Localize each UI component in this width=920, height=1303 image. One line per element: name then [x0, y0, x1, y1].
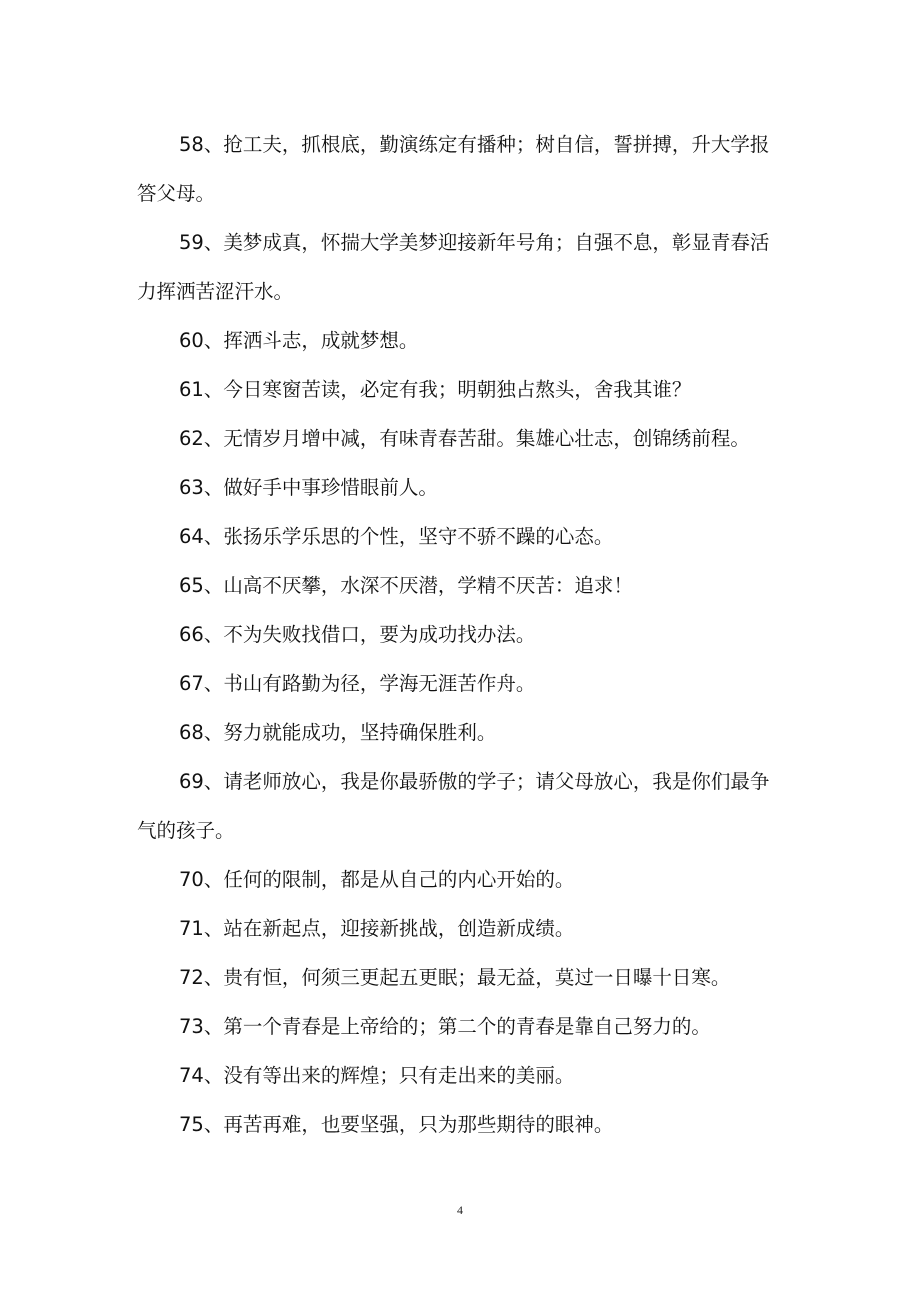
- item-number: 75: [179, 1113, 204, 1136]
- item-text: 、美梦成真，怀揣大学美梦迎接新年号角；自强不息，彰显青春活力挥洒苦涩汗水。: [137, 231, 770, 303]
- list-item: [137, 316, 777, 365]
- page-number: 4: [457, 1203, 463, 1217]
- list-item: [137, 414, 777, 463]
- slogan-list: [137, 120, 777, 1149]
- list-item: [137, 1002, 777, 1051]
- list-item: [137, 218, 777, 316]
- item-number: 72: [179, 966, 204, 989]
- item-text: 、做好手中事珍惜眼前人。: [203, 476, 438, 499]
- item-number: 68: [179, 721, 204, 744]
- item-text: 、贵有恒，何须三更起五更眠；最无益，莫过一日曝十日寒。: [203, 966, 731, 989]
- item-number: 61: [179, 378, 204, 401]
- item-number: 69: [179, 770, 204, 793]
- item-text: 、任何的限制，都是从自己的内心开始的。: [203, 868, 575, 891]
- item-text: 、没有等出来的辉煌；只有走出来的美丽。: [203, 1064, 575, 1087]
- item-text: 、站在新起点，迎接新挑战，创造新成绩。: [203, 917, 575, 940]
- item-number: 59: [179, 231, 204, 254]
- list-item: [137, 953, 777, 1002]
- list-item: [137, 1051, 777, 1100]
- item-text: 、请老师放心，我是你最骄傲的学子；请父母放心，我是你们最争气的孩子。: [137, 770, 770, 842]
- list-item: [137, 463, 777, 512]
- item-text: 、书山有路勤为径，学海无涯苦作舟。: [203, 672, 536, 695]
- item-number: 70: [179, 868, 204, 891]
- item-text: 、努力就能成功，坚持确保胜利。: [203, 721, 497, 744]
- list-item: [137, 708, 777, 757]
- list-item: [137, 904, 777, 953]
- item-text: 、今日寒窗苦读，必定有我；明朝独占熬头，舍我其谁？: [203, 378, 692, 401]
- item-number: 73: [179, 1015, 204, 1038]
- item-text: 、第一个青春是上帝给的；第二个的青春是靠自己努力的。: [203, 1015, 711, 1038]
- item-number: 71: [179, 917, 204, 940]
- list-item: [137, 512, 777, 561]
- item-number: 66: [179, 623, 204, 646]
- item-text: 、山高不厌攀，水深不厌潜，学精不厌苦：追求！: [203, 574, 633, 597]
- item-text: 、再苦再难，也要坚强，只为那些期待的眼神。: [203, 1113, 614, 1136]
- item-text: 、不为失败找借口，要为成功找办法。: [203, 623, 536, 646]
- list-item: [137, 757, 777, 855]
- item-number: 60: [179, 329, 204, 352]
- item-number: 74: [179, 1064, 204, 1087]
- list-item: [137, 659, 777, 708]
- item-number: 62: [179, 427, 204, 450]
- item-number: 67: [179, 672, 204, 695]
- list-item: [137, 1100, 777, 1149]
- list-item: [137, 561, 777, 610]
- item-number: 65: [179, 574, 204, 597]
- item-text: 、抢工夫，抓根底，勤演练定有播种；树自信，誓拼搏，升大学报答父母。: [137, 133, 770, 205]
- item-text: 、张扬乐学乐思的个性，坚守不骄不躁的心态。: [203, 525, 614, 548]
- item-number: 63: [179, 476, 204, 499]
- item-number: 64: [179, 525, 204, 548]
- item-text: 、挥洒斗志，成就梦想。: [203, 329, 419, 352]
- list-item: [137, 855, 777, 904]
- list-item: [137, 365, 777, 414]
- item-text: 、无情岁月增中减，有味青春苦甜。集雄心壮志，创锦绣前程。: [203, 427, 750, 450]
- list-item: [137, 610, 777, 659]
- list-item: [137, 120, 777, 218]
- item-number: 58: [179, 133, 204, 156]
